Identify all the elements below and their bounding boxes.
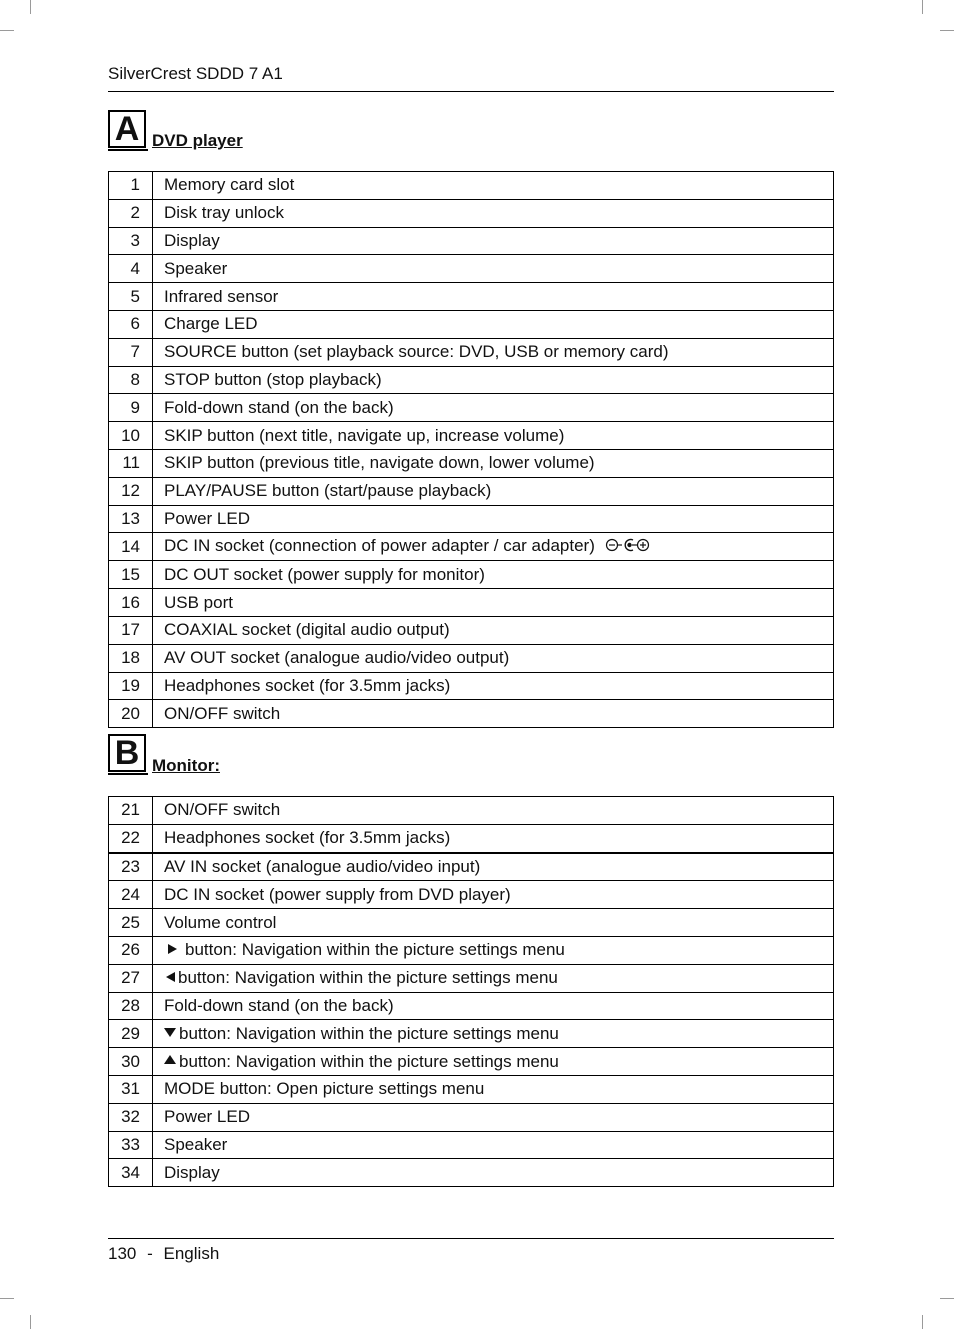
item-number: 22 xyxy=(109,824,153,852)
table-row xyxy=(109,255,834,283)
item-text: button: Navigation within the picture settings menu xyxy=(179,1051,559,1071)
item-description xyxy=(153,422,834,450)
item-number: 32 xyxy=(109,1103,153,1131)
item-text: Fold-down stand (on the back) xyxy=(164,397,394,417)
item-text: Power LED xyxy=(164,508,250,528)
item-number: 34 xyxy=(109,1159,153,1187)
item-description xyxy=(153,992,834,1020)
item-text: Display xyxy=(164,230,220,250)
item-number: 5 xyxy=(109,283,153,311)
item-number: 12 xyxy=(109,477,153,505)
item-description xyxy=(153,172,834,200)
item-description xyxy=(153,394,834,422)
item-text: PLAY/PAUSE button (start/pause playback) xyxy=(164,481,492,501)
item-number: 7 xyxy=(109,338,153,366)
item-description xyxy=(153,797,834,825)
table-row xyxy=(109,505,834,533)
table-row xyxy=(109,589,834,617)
item-number: 2 xyxy=(109,199,153,227)
table-row xyxy=(109,172,834,200)
item-text: DC IN socket (power supply from DVD player) xyxy=(164,884,511,904)
item-number: 30 xyxy=(109,1048,153,1076)
letter-underline xyxy=(108,773,148,775)
polarity-icon xyxy=(605,534,651,560)
table-row xyxy=(109,422,834,450)
table-row xyxy=(109,700,834,728)
item-description xyxy=(153,909,834,937)
page-header-title: SilverCrest SDDD 7 A1 xyxy=(108,64,283,83)
item-number: 17 xyxy=(109,616,153,644)
item-number: 29 xyxy=(109,1020,153,1048)
item-text: button: Navigation within the picture settings menu xyxy=(178,968,558,988)
table-row xyxy=(109,909,834,937)
item-description xyxy=(153,561,834,589)
item-text: AV IN socket (analogue audio/video input) xyxy=(164,856,481,876)
table-row xyxy=(109,1020,834,1048)
item-description xyxy=(153,505,834,533)
up-triangle-icon xyxy=(164,1055,176,1064)
item-number: 8 xyxy=(109,366,153,394)
crop-mark xyxy=(922,0,923,14)
item-number: 20 xyxy=(109,700,153,728)
dvd-player-parts-table xyxy=(108,171,834,728)
crop-mark xyxy=(0,30,14,31)
item-description xyxy=(153,1131,834,1159)
crop-mark xyxy=(0,1298,14,1299)
item-description xyxy=(153,881,834,909)
header-rule xyxy=(108,91,834,92)
item-text: Fold-down stand (on the back) xyxy=(164,995,394,1015)
left-triangle-icon xyxy=(166,972,175,982)
item-number: 14 xyxy=(109,533,153,561)
item-text: ON/OFF switch xyxy=(164,800,281,820)
item-description xyxy=(153,310,834,338)
table-row xyxy=(109,533,834,561)
table-row xyxy=(109,797,834,825)
item-number: 10 xyxy=(109,422,153,450)
item-text: Speaker xyxy=(164,258,228,278)
item-number: 13 xyxy=(109,505,153,533)
item-description xyxy=(153,672,834,700)
page-number: 130 xyxy=(108,1244,137,1263)
footer-rule xyxy=(108,1238,834,1239)
item-description xyxy=(153,824,834,852)
item-text: USB port xyxy=(164,592,233,612)
item-description xyxy=(153,533,834,561)
table-row xyxy=(109,561,834,589)
item-text: SKIP button (previous title, navigate down, lower volume) xyxy=(164,453,595,473)
down-triangle-icon xyxy=(164,1028,176,1037)
table-row xyxy=(109,824,834,852)
item-number: 18 xyxy=(109,644,153,672)
item-number: 15 xyxy=(109,561,153,589)
item-number: 27 xyxy=(109,964,153,992)
table-row xyxy=(109,283,834,311)
table-row xyxy=(109,449,834,477)
item-description xyxy=(153,1103,834,1131)
table-row xyxy=(109,644,834,672)
item-text: AV OUT socket (analogue audio/video output) xyxy=(164,648,510,668)
table-row xyxy=(109,477,834,505)
crop-mark xyxy=(30,1315,31,1329)
item-text: Display xyxy=(164,1162,220,1182)
item-text: Volume control xyxy=(164,912,277,932)
item-description xyxy=(153,255,834,283)
item-description xyxy=(153,700,834,728)
footer-separator: - xyxy=(147,1244,153,1263)
item-description xyxy=(153,936,834,964)
crop-mark xyxy=(940,30,954,31)
item-number: 16 xyxy=(109,589,153,617)
section-b-letter: B xyxy=(108,734,146,772)
table-row xyxy=(109,1048,834,1076)
item-text: Disk tray unlock xyxy=(164,203,284,223)
item-description xyxy=(153,366,834,394)
item-description xyxy=(153,283,834,311)
item-description xyxy=(153,1020,834,1048)
item-text: Headphones socket (for 3.5mm jacks) xyxy=(164,675,451,695)
table-row xyxy=(109,616,834,644)
crop-mark xyxy=(30,0,31,14)
item-number: 4 xyxy=(109,255,153,283)
table-row xyxy=(109,1131,834,1159)
item-text: Power LED xyxy=(164,1107,250,1127)
item-text: Charge LED xyxy=(164,314,258,334)
table-row xyxy=(109,992,834,1020)
crop-mark xyxy=(922,1315,923,1329)
table-row xyxy=(109,936,834,964)
item-text: Memory card slot xyxy=(164,175,295,195)
item-description xyxy=(153,449,834,477)
section-b-title: Monitor: xyxy=(152,756,220,775)
table-row xyxy=(109,881,834,909)
item-text: SOURCE button (set playback source: DVD, USB or memory card) xyxy=(164,342,669,362)
item-text: Headphones socket (for 3.5mm jacks) xyxy=(164,828,451,848)
item-text: Speaker xyxy=(164,1134,228,1154)
table-row xyxy=(109,1159,834,1187)
item-description xyxy=(153,964,834,992)
item-text: Infrared sensor xyxy=(164,286,279,306)
table-row xyxy=(109,1103,834,1131)
item-text: MODE button: Open picture settings menu xyxy=(164,1079,485,1099)
table-row xyxy=(109,310,834,338)
item-text: SKIP button (next title, navigate up, increase volume) xyxy=(164,425,565,445)
item-number: 3 xyxy=(109,227,153,255)
item-description xyxy=(153,338,834,366)
item-description xyxy=(153,477,834,505)
item-number: 26 xyxy=(109,936,153,964)
item-text: COAXIAL socket (digital audio output) xyxy=(164,620,450,640)
footer-language: English xyxy=(163,1244,220,1263)
item-description xyxy=(153,616,834,644)
item-text: DC IN socket (connection of power adapter / car adapter) xyxy=(164,536,595,556)
item-number: 28 xyxy=(109,992,153,1020)
section-a-letter: A xyxy=(108,110,146,148)
item-description xyxy=(153,199,834,227)
page-footer xyxy=(108,1243,219,1265)
table-row xyxy=(109,672,834,700)
item-number: 11 xyxy=(109,449,153,477)
item-number: 23 xyxy=(109,853,153,881)
item-description xyxy=(153,853,834,881)
item-text: button: Navigation within the picture settings menu xyxy=(185,940,565,960)
table-row xyxy=(109,394,834,422)
table-row xyxy=(109,338,834,366)
item-number: 1 xyxy=(109,172,153,200)
item-description xyxy=(153,589,834,617)
table-row xyxy=(109,964,834,992)
item-number: 19 xyxy=(109,672,153,700)
crop-mark xyxy=(940,1298,954,1299)
table-row xyxy=(109,227,834,255)
item-number: 9 xyxy=(109,394,153,422)
item-number: 25 xyxy=(109,909,153,937)
table-row xyxy=(109,853,834,881)
table-row xyxy=(109,366,834,394)
item-description xyxy=(153,227,834,255)
section-a-title: DVD player xyxy=(152,131,243,150)
item-text: STOP button (stop playback) xyxy=(164,369,382,389)
item-description xyxy=(153,1075,834,1103)
item-text: button: Navigation within the picture settings menu xyxy=(179,1023,559,1043)
item-number: 24 xyxy=(109,881,153,909)
right-triangle-icon xyxy=(168,944,177,954)
item-number: 21 xyxy=(109,797,153,825)
item-number: 33 xyxy=(109,1131,153,1159)
letter-underline xyxy=(108,149,148,151)
item-description xyxy=(153,644,834,672)
item-text: DC OUT socket (power supply for monitor) xyxy=(164,564,485,584)
item-description xyxy=(153,1159,834,1187)
item-description xyxy=(153,1048,834,1076)
table-row xyxy=(109,1075,834,1103)
item-number: 31 xyxy=(109,1075,153,1103)
item-text: ON/OFF switch xyxy=(164,703,281,723)
monitor-parts-table xyxy=(108,796,834,1187)
table-row xyxy=(109,199,834,227)
item-number: 6 xyxy=(109,310,153,338)
